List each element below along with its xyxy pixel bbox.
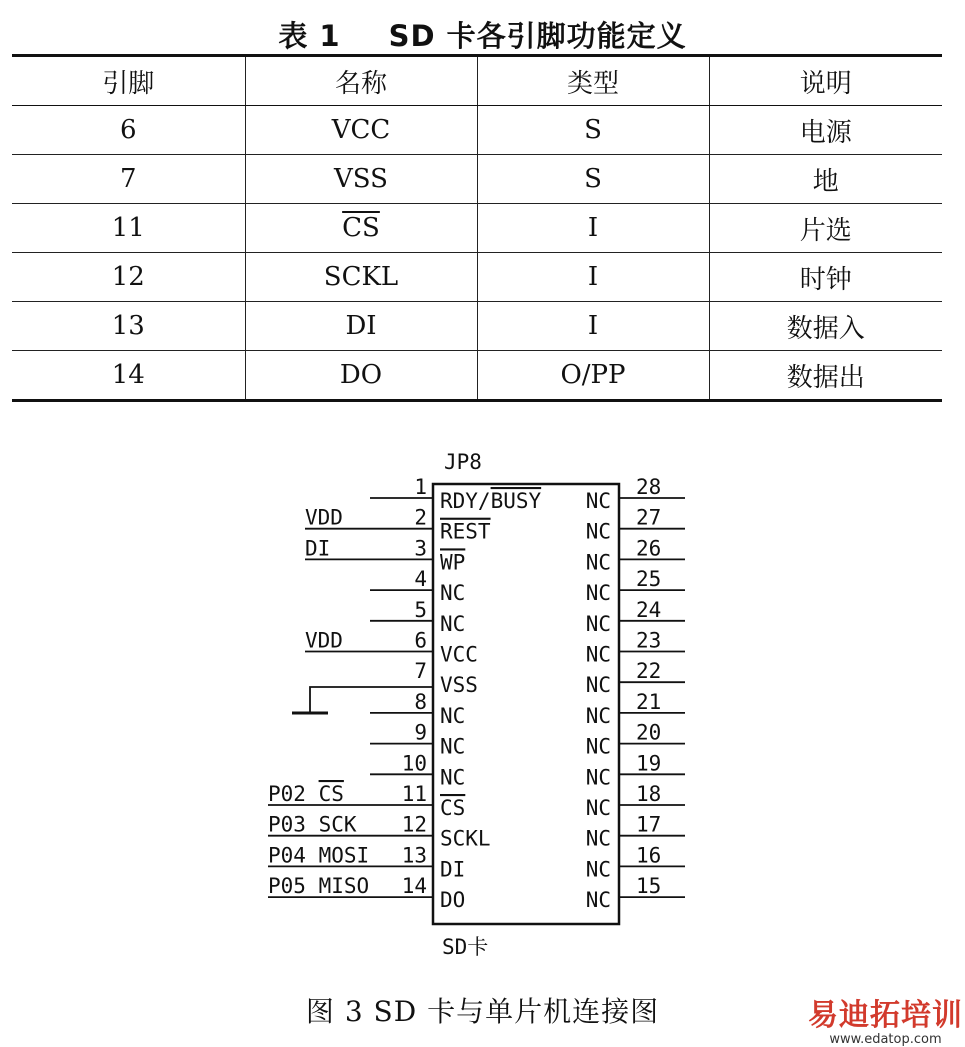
cell-pin-text: 11 bbox=[111, 213, 145, 243]
cell-pin-text: 13 bbox=[111, 311, 145, 341]
pin-21-name: NC bbox=[585, 703, 611, 728]
pin-4-number: 4 bbox=[414, 567, 427, 592]
pin-10-number: 10 bbox=[401, 751, 427, 776]
cell-pin-text: 7 bbox=[119, 164, 137, 194]
cell-desc-text: 电源 bbox=[799, 117, 852, 148]
pin-18-number: 18 bbox=[636, 782, 662, 806]
pin-3-number: 3 bbox=[414, 536, 427, 561]
pin-13-number: 13 bbox=[401, 843, 427, 868]
pin-13-net-label: P04 MOSI bbox=[268, 843, 370, 868]
watermark-url: www.edatop.com bbox=[829, 1032, 942, 1047]
pin-28-name: NC bbox=[585, 489, 611, 513]
pin-17-number: 17 bbox=[636, 812, 662, 837]
header-type: 类型 bbox=[477, 56, 709, 106]
pin-25-number: 25 bbox=[636, 567, 662, 592]
pin-24-name: NC bbox=[585, 611, 611, 636]
part-label: SD卡 bbox=[442, 935, 489, 959]
pin-16-name: NC bbox=[585, 857, 611, 882]
pin-2-name: REST bbox=[440, 519, 491, 544]
pin-22-number: 22 bbox=[636, 659, 662, 684]
pin-15-number: 15 bbox=[636, 874, 662, 899]
cell-desc-text: 地 bbox=[812, 166, 839, 197]
cell-name-text: DI bbox=[345, 311, 377, 341]
pin-28-number: 28 bbox=[636, 475, 662, 499]
pin-10-name: NC bbox=[440, 765, 466, 790]
pin-3-net-label: DI bbox=[305, 536, 331, 561]
cell-type-text: I bbox=[587, 213, 599, 243]
header-name: 名称 bbox=[245, 56, 477, 106]
pin-26-name: NC bbox=[585, 550, 611, 575]
watermark-logo bbox=[808, 990, 963, 1047]
pin-11-net-label: P02 CS bbox=[268, 782, 344, 806]
cell-pin-text: 6 bbox=[119, 115, 137, 145]
pin-9-name: NC bbox=[440, 734, 466, 759]
pin-21-number: 21 bbox=[636, 689, 662, 714]
pin-14-number: 14 bbox=[401, 874, 427, 899]
pin-13-name: DI bbox=[440, 857, 466, 882]
cell-type-text: S bbox=[584, 115, 602, 145]
cell-type-text: I bbox=[587, 262, 599, 292]
pin-20-name: NC bbox=[585, 734, 611, 759]
pin-14-name: DO bbox=[440, 888, 466, 913]
pin-6-name: VCC bbox=[440, 642, 478, 667]
pin-20-number: 20 bbox=[636, 720, 662, 745]
pin-8-name: NC bbox=[440, 703, 466, 728]
cell-desc-text: 数据入 bbox=[786, 313, 865, 344]
pin-25-name: NC bbox=[585, 581, 611, 606]
pin-17-name: NC bbox=[585, 826, 611, 851]
pin-27-number: 27 bbox=[636, 505, 662, 530]
pin-27-name: NC bbox=[585, 519, 611, 544]
pin-24-number: 24 bbox=[636, 597, 662, 622]
part-reference: JP8 bbox=[444, 450, 482, 474]
pin-9-number: 9 bbox=[414, 720, 427, 745]
table-caption-text: SD 卡各引脚功能定义 bbox=[388, 19, 687, 53]
pin-23-name: NC bbox=[585, 642, 611, 667]
cell-name-text: DO bbox=[339, 360, 383, 390]
figure-caption: 图 3 SD 卡与单片机连接图 bbox=[305, 995, 660, 1028]
cell-type-text: I bbox=[587, 311, 599, 341]
cell-pin-text: 14 bbox=[111, 360, 145, 390]
cell-name-text: SCKL bbox=[323, 262, 399, 292]
pin-19-name: NC bbox=[585, 765, 611, 790]
cell-desc-text: 时钟 bbox=[799, 264, 852, 295]
pin-15-name: NC bbox=[585, 888, 611, 913]
pin-12-name: SCKL bbox=[440, 826, 491, 851]
pin-11-number: 11 bbox=[401, 782, 427, 806]
header-pin: 引脚 bbox=[12, 56, 245, 106]
cell-name-text: VCC bbox=[331, 115, 391, 145]
pin-2-number: 2 bbox=[414, 505, 427, 530]
watermark-main: 易迪拓培训 bbox=[808, 998, 963, 1033]
pin-19-number: 19 bbox=[636, 751, 662, 776]
pin-7-name: VSS bbox=[440, 673, 478, 698]
pin-6-number: 6 bbox=[414, 628, 427, 653]
pin-1-number: 1 bbox=[414, 475, 427, 499]
cell-type-text: O/PP bbox=[560, 360, 626, 390]
pin-3-name: WP bbox=[440, 550, 466, 575]
cell-type-text: S bbox=[584, 164, 602, 194]
pin-2-net-label: VDD bbox=[305, 505, 343, 530]
cell-desc-text: 片选 bbox=[799, 215, 852, 246]
pin-14-net-label: P05 MISO bbox=[268, 874, 370, 899]
pin-7-number: 7 bbox=[414, 659, 427, 684]
cell-pin-text: 12 bbox=[111, 262, 145, 292]
pin-4-name: NC bbox=[440, 581, 466, 606]
pin-16-number: 16 bbox=[636, 843, 662, 868]
pin-26-number: 26 bbox=[636, 536, 662, 561]
pin-12-net-label: P03 SCK bbox=[268, 812, 357, 837]
pin-5-name: NC bbox=[440, 611, 466, 636]
cell-name-text: VSS bbox=[334, 164, 388, 194]
table-caption-label: 表 1 bbox=[278, 19, 341, 53]
pin-1-name: RDY/BUSY bbox=[440, 489, 542, 513]
cell-desc-text: 数据出 bbox=[786, 362, 865, 393]
pin-23-number: 23 bbox=[636, 628, 662, 653]
pin-22-name: NC bbox=[585, 673, 611, 698]
cell-name-text: $\overline{CS}$ bbox=[342, 213, 380, 243]
pin-12-number: 12 bbox=[401, 812, 427, 837]
pin-18-name: NC bbox=[585, 796, 611, 820]
pin-5-number: 5 bbox=[414, 597, 427, 622]
pin-11-name: CS bbox=[440, 796, 466, 820]
header-desc: 说明 bbox=[709, 56, 942, 106]
pin-6-net-label: VDD bbox=[305, 628, 343, 653]
pin-8-number: 8 bbox=[414, 689, 427, 714]
